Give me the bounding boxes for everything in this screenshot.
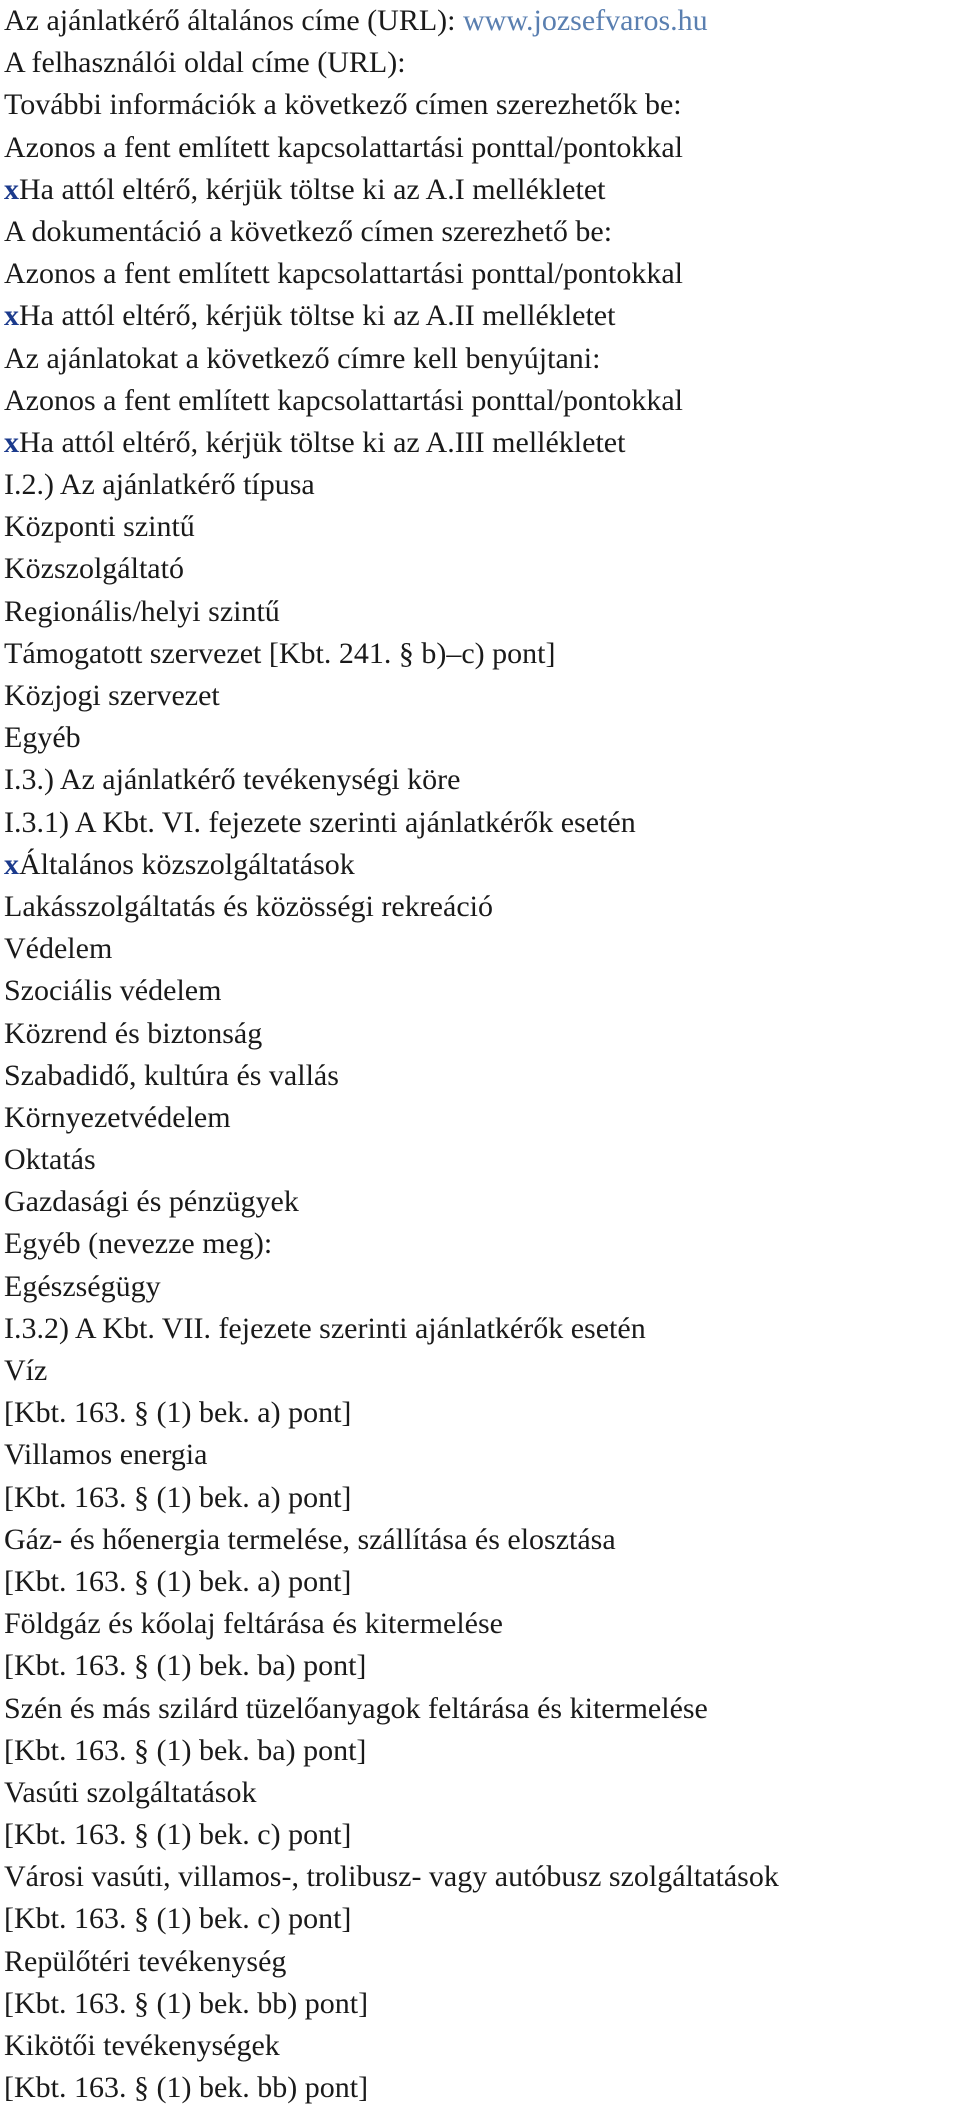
line-text: I.3.1) A Kbt. VI. fejezete szerinti ajánlatkérők esetén [4, 805, 636, 839]
line-text: I.3.) Az ajánlatkérő tevékenységi köre [4, 763, 461, 797]
line-text: Egyéb (nevezze meg): [4, 1227, 273, 1261]
document-line [4, 759, 960, 801]
document-line [4, 1645, 960, 1687]
document-line [4, 127, 960, 169]
line-text: További információk a következő címen szerezhetők be: [4, 88, 682, 122]
line-text: Gáz- és hőenergia termelése, szállítása és elosztása [4, 1522, 616, 1556]
document-line [4, 844, 960, 886]
document-line [4, 464, 960, 506]
document-line [4, 1772, 960, 1814]
line-text: [Kbt. 163. § (1) bek. a) pont] [4, 1480, 352, 1514]
line-text: A felhasználói oldal címe (URL): [4, 46, 406, 80]
document-line [4, 1055, 960, 1097]
document-line [4, 1434, 960, 1476]
line-text: [Kbt. 163. § (1) bek. ba) pont] [4, 1649, 367, 1683]
line-text: Közszolgáltató [4, 552, 184, 586]
line-text: Szociális védelem [4, 974, 222, 1008]
document-line [4, 717, 960, 759]
line-text: Általános közszolgáltatások [19, 847, 355, 881]
line-text: Ha attól eltérő, kérjük töltse ki az A.III mellékletet [19, 425, 626, 459]
document-line [4, 1477, 960, 1519]
line-text: Ha attól eltérő, kérjük töltse ki az A.II mellékletet [19, 299, 616, 333]
document-line [4, 886, 960, 928]
line-text: Az ajánlatkérő általános címe (URL): [4, 4, 463, 37]
document-line [4, 1730, 960, 1772]
line-text: Azonos a fent említett kapcsolattartási ponttal/pontokkal [4, 257, 683, 291]
line-text: Oktatás [4, 1143, 96, 1177]
line-text: [Kbt. 163. § (1) bek. c) pont] [4, 1902, 352, 1936]
line-text: I.2.) Az ajánlatkérő típusa [4, 468, 315, 502]
line-text: Kikötői tevékenységek [4, 2029, 280, 2062]
line-text: Támogatott szervezet [Kbt. 241. § b)–c) pont] [4, 636, 556, 670]
document-line [4, 169, 960, 211]
document-line [4, 548, 960, 590]
line-text: [Kbt. 163. § (1) bek. ba) pont] [4, 1733, 367, 1767]
document-line [4, 253, 960, 295]
document-line [4, 1983, 960, 2025]
document-line [4, 2025, 960, 2067]
document-line [4, 1898, 960, 1940]
line-text: Azonos a fent említett kapcsolattartási ponttal/pontokkal [4, 130, 683, 164]
line-text: I.3.2) A Kbt. VII. fejezete szerinti ajánlatkérők esetén [4, 1311, 646, 1345]
document-line [4, 2067, 960, 2109]
document-line [4, 1350, 960, 1392]
document-line [4, 422, 960, 464]
document-body [4, 0, 960, 2109]
line-text: Ha attól eltérő, kérjük töltse ki az A.I mellékletet [19, 172, 606, 206]
line-text: [Kbt. 163. § (1) bek. a) pont] [4, 1396, 352, 1430]
document-line [4, 802, 960, 844]
line-text: Azonos a fent említett kapcsolattartási ponttal/pontokkal [4, 383, 683, 417]
document-line [4, 928, 960, 970]
document-line [4, 675, 960, 717]
checkbox-mark: x [4, 172, 19, 206]
line-text: Védelem [4, 932, 113, 966]
document-line [4, 0, 960, 42]
line-text: Közrend és biztonság [4, 1016, 263, 1050]
document-line [4, 1139, 960, 1181]
line-text: Regionális/helyi szintű [4, 594, 280, 628]
document-line [4, 42, 960, 84]
document-line [4, 1392, 960, 1434]
document-line [4, 970, 960, 1012]
line-text: Közjogi szervezet [4, 679, 220, 712]
document-line [4, 1856, 960, 1898]
document-line [4, 1223, 960, 1265]
document-line [4, 1519, 960, 1561]
checkbox-mark: x [4, 299, 19, 333]
document-line [4, 1266, 960, 1308]
document-line [4, 1688, 960, 1730]
line-text: [Kbt. 163. § (1) bek. bb) pont] [4, 1986, 369, 2020]
line-text: Repülőtéri tevékenység [4, 1944, 287, 1978]
document-line [4, 591, 960, 633]
document-line [4, 506, 960, 548]
line-text: Környezetvédelem [4, 1100, 231, 1134]
document-line [4, 211, 960, 253]
line-text: Egészségügy [4, 1269, 161, 1303]
line-text: A dokumentáció a következő címen szerezhető be: [4, 214, 613, 248]
document-line [4, 1941, 960, 1983]
document-line [4, 1814, 960, 1856]
document-line [4, 1013, 960, 1055]
line-text: Gazdasági és pénzügyek [4, 1185, 299, 1219]
line-text: Vasúti szolgáltatások [4, 1775, 257, 1809]
document-line [4, 633, 960, 675]
document-line [4, 1181, 960, 1223]
line-text: Villamos energia [4, 1438, 208, 1472]
line-text: [Kbt. 163. § (1) bek. bb) pont] [4, 2071, 369, 2105]
line-text: Lakásszolgáltatás és közösségi rekreáció [4, 889, 493, 923]
line-text: Szén és más szilárd tüzelőanyagok feltárása és kitermelése [4, 1691, 708, 1725]
checkbox-mark: x [4, 847, 19, 881]
document-line [4, 338, 960, 380]
line-text: Földgáz és kőolaj feltárása és kitermelése [4, 1607, 503, 1641]
line-text: Szabadidő, kultúra és vallás [4, 1058, 339, 1092]
website-link[interactable]: www.jozsefvaros.hu [462, 4, 708, 37]
line-text: Egyéb [4, 721, 81, 755]
document-line [4, 1308, 960, 1350]
line-text: Víz [4, 1354, 48, 1387]
document-line [4, 1561, 960, 1603]
document-line [4, 295, 960, 337]
line-text: [Kbt. 163. § (1) bek. a) pont] [4, 1564, 352, 1598]
line-text: Városi vasúti, villamos-, trolibusz- vagy autóbusz szolgáltatások [4, 1860, 779, 1894]
checkbox-mark: x [4, 425, 19, 459]
document-line [4, 1603, 960, 1645]
document-line [4, 380, 960, 422]
document-line [4, 1097, 960, 1139]
document-line [4, 84, 960, 126]
line-text: Az ajánlatokat a következő címre kell benyújtani: [4, 341, 601, 375]
line-text: [Kbt. 163. § (1) bek. c) pont] [4, 1818, 352, 1852]
line-text: Központi szintű [4, 510, 195, 544]
